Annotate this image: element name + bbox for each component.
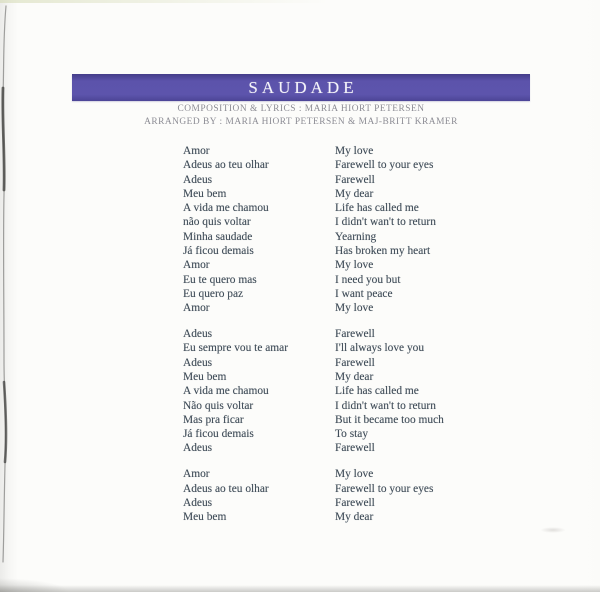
lyric-portuguese: Meu bem	[183, 511, 227, 524]
lyric-line	[183, 158, 444, 172]
lyric-english-translation: I want peace	[335, 287, 393, 300]
lyric-english-translation: My dear	[335, 187, 374, 200]
scan-top-edge	[0, 0, 330, 3]
lyric-line	[183, 510, 444, 524]
lyric-english-translation: To stay	[335, 428, 369, 441]
lyric-portuguese: Minha saudade	[183, 230, 253, 243]
lyric-english-translation: Yearning	[335, 230, 377, 243]
lyric-english-translation: I didn't wan't to return	[335, 399, 436, 412]
lyric-portuguese: Amor	[183, 259, 210, 272]
lyric-portuguese: A vida me chamou	[183, 385, 269, 398]
lyric-english-translation: My dear	[335, 370, 374, 383]
lyric-portuguese: Já ficou demais	[183, 245, 254, 258]
lyric-portuguese: Eu sempre vou te amar	[183, 342, 289, 355]
lyric-english-translation: Farewell to your eyes	[335, 482, 434, 495]
lyric-portuguese: Adeus	[183, 173, 213, 186]
lyric-line	[183, 356, 444, 370]
lyric-english-translation: My dear	[335, 511, 374, 524]
verse	[183, 144, 444, 316]
lyric-english-translation: My love	[335, 259, 374, 272]
lyric-line	[183, 244, 444, 258]
lyric-portuguese: Amor	[183, 302, 210, 315]
lyric-portuguese: Eu quero paz	[183, 287, 244, 300]
lyric-portuguese: Eu te quero mas	[183, 273, 257, 286]
lyric-english-translation: Farewell	[335, 442, 375, 455]
verse	[183, 327, 444, 456]
scan-smudge	[540, 527, 566, 533]
lyric-english-translation: I need you but	[335, 273, 401, 286]
lyric-portuguese: não quis voltar	[183, 216, 251, 229]
lyric-english-translation: Life has called me	[335, 202, 419, 215]
lyric-portuguese: Não quis voltar	[183, 399, 254, 412]
lyric-line	[183, 370, 444, 384]
lyric-portuguese: Adeus	[183, 328, 213, 341]
lyric-portuguese: Mas pra ficar	[183, 413, 244, 426]
lyric-line	[183, 273, 444, 287]
lyric-line	[183, 287, 444, 301]
lyric-english-translation: Has broken my heart	[335, 245, 431, 258]
lyric-line	[183, 413, 444, 427]
lyric-portuguese: Adeus	[183, 442, 213, 455]
lyric-portuguese: Amor	[183, 145, 210, 157]
credit-arranged-by: ARRANGED BY : MARIA HIORT PETERSEN & MAJ-BRITT KRAMER	[144, 117, 458, 127]
lyric-line	[183, 341, 444, 355]
lyric-english-translation: My love	[335, 468, 374, 481]
lyric-line	[183, 301, 444, 315]
booklet-spine-shadow	[0, 0, 20, 592]
lyric-portuguese: Meu bem	[183, 370, 227, 383]
credit-composition-lyrics: COMPOSITION & LYRICS : MARIA HIORT PETERSEN	[177, 104, 425, 114]
lyric-english-translation: I'll always love you	[335, 342, 425, 355]
lyric-english-translation: Farewell	[335, 496, 375, 509]
lyric-line	[183, 496, 444, 510]
lyric-portuguese: Adeus ao teu olhar	[183, 482, 269, 495]
lyric-english-translation: Farewell to your eyes	[335, 159, 434, 172]
scan-bottom-shadow	[0, 585, 600, 592]
lyric-line	[183, 327, 444, 341]
lyrics-block	[183, 144, 444, 536]
lyric-line	[183, 384, 444, 398]
lyric-english-translation: But it became too much	[335, 413, 444, 426]
lyric-line	[183, 399, 444, 413]
verse	[183, 467, 444, 524]
lyric-line	[183, 173, 444, 187]
song-title-bar	[72, 74, 530, 101]
lyric-english-translation: Farewell	[335, 173, 375, 186]
lyric-line	[183, 467, 444, 481]
lyric-line	[183, 144, 444, 158]
lyric-line	[183, 258, 444, 272]
lyric-english-translation: Farewell	[335, 328, 375, 341]
lyric-line	[183, 482, 444, 496]
lyric-line	[183, 187, 444, 201]
lyric-portuguese: Adeus	[183, 496, 213, 509]
lyric-portuguese: Adeus	[183, 356, 213, 369]
lyric-english-translation: Farewell	[335, 356, 375, 369]
lyric-line	[183, 441, 444, 455]
song-title: SAUDADE	[248, 77, 358, 97]
song-credits	[72, 103, 530, 129]
lyric-portuguese: Amor	[183, 468, 210, 481]
lyric-english-translation: My love	[335, 302, 374, 315]
lyric-line	[183, 215, 444, 229]
lyric-portuguese: A vida me chamou	[183, 202, 269, 215]
lyric-english-translation: Life has called me	[335, 385, 419, 398]
lyric-english-translation: I didn't wan't to return	[335, 216, 436, 229]
lyric-portuguese: Meu bem	[183, 187, 227, 200]
lyric-line	[183, 427, 444, 441]
lyric-line	[183, 201, 444, 215]
lyric-portuguese: Já ficou demais	[183, 428, 254, 441]
lyric-portuguese: Adeus ao teu olhar	[183, 159, 269, 172]
lyric-english-translation: My love	[335, 145, 374, 157]
lyric-line	[183, 230, 444, 244]
